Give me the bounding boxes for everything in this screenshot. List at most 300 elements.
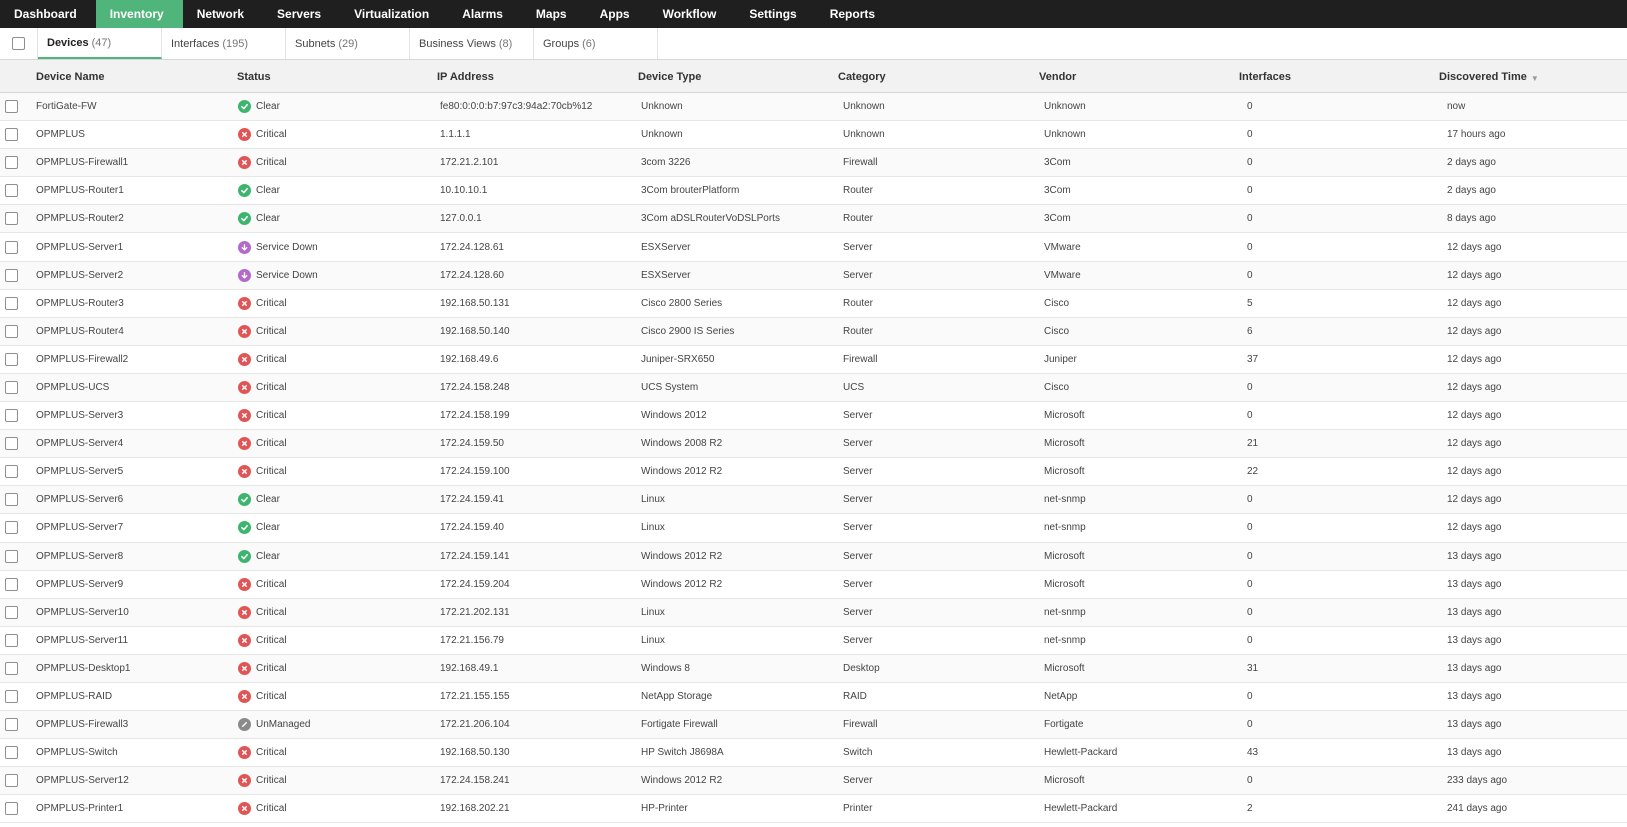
interfaces-text: 0: [1247, 578, 1253, 590]
device-type-text: Cisco 2800 Series: [641, 297, 723, 309]
row-checkbox[interactable]: [5, 802, 18, 815]
cell-vendor: [1044, 121, 1086, 148]
cell-device-name[interactable]: [36, 739, 118, 766]
table-row[interactable]: [0, 177, 1627, 205]
discovered-time-text: 12 days ago: [1447, 325, 1502, 337]
ip-address-text: 192.168.50.130: [440, 747, 510, 759]
device-name-text: OPMPLUS-Server6: [36, 494, 124, 506]
column-header-label: Vendor: [1039, 70, 1077, 83]
cell-vendor: [1044, 177, 1071, 204]
cell-device-type: [641, 627, 665, 654]
row-checkbox[interactable]: [5, 297, 18, 310]
status-text: Service Down: [256, 241, 318, 253]
tab-business-views[interactable]: [410, 28, 534, 59]
status-text: Critical: [256, 438, 287, 450]
cell-discovered-time: [1447, 402, 1502, 429]
cell-vendor: [1044, 262, 1081, 289]
column-header-label: IP Address: [437, 70, 494, 83]
cell-device-name[interactable]: [36, 149, 128, 176]
row-checkbox[interactable]: [5, 381, 18, 394]
vendor-text: net-snmp: [1044, 606, 1086, 618]
discovered-time-text: 12 days ago: [1447, 241, 1502, 253]
device-type-text: Unknown: [641, 129, 683, 141]
cell-device-name[interactable]: [36, 177, 124, 204]
table-row[interactable]: [0, 149, 1627, 177]
row-checkbox[interactable]: [5, 550, 18, 563]
cell-device-type: [641, 177, 739, 204]
nav-item-network[interactable]: Network: [196, 7, 245, 21]
device-type-text: Linux: [641, 522, 665, 534]
cell-status: [238, 374, 287, 401]
cell-vendor: [1044, 655, 1085, 682]
table-row[interactable]: [0, 739, 1627, 767]
cell-device-name[interactable]: [36, 346, 128, 373]
column-header-label: Discovered Time: [1439, 70, 1527, 83]
cell-category: [843, 149, 877, 176]
cell-category: [843, 402, 872, 429]
cell-device-name[interactable]: [36, 121, 85, 148]
cell-interfaces: [1247, 402, 1253, 429]
row-checkbox-cell: [5, 458, 18, 485]
nav-item-maps[interactable]: Maps: [535, 7, 567, 21]
device-type-text: Unknown: [641, 101, 683, 113]
table-row[interactable]: [0, 318, 1627, 346]
cell-status: [238, 683, 287, 710]
device-type-text: Cisco 2900 IS Series: [641, 325, 735, 337]
cell-category: [843, 514, 872, 541]
cell-device-type: [641, 318, 734, 345]
table-row[interactable]: [0, 795, 1627, 823]
cell-device-name[interactable]: [36, 514, 123, 541]
cell-category: [843, 683, 867, 710]
cell-status: [238, 93, 280, 120]
device-name-text: OPMPLUS-Server3: [36, 410, 124, 422]
discovered-time-text: 13 days ago: [1447, 719, 1502, 731]
cell-vendor: [1044, 149, 1071, 176]
device-type-text: 3Com aDSLRouterVoDSLPorts: [641, 213, 780, 225]
cell-interfaces: [1247, 318, 1253, 345]
category-text: Router: [843, 185, 874, 197]
interfaces-text: 0: [1247, 410, 1253, 422]
row-checkbox[interactable]: [5, 465, 18, 478]
column-header-ip-address[interactable]: [437, 60, 494, 93]
nav-item-servers[interactable]: Servers: [277, 7, 322, 21]
table-row[interactable]: [0, 655, 1627, 683]
cell-vendor: [1044, 205, 1071, 232]
discovered-time-text: 13 days ago: [1447, 747, 1502, 759]
status-text: Critical: [256, 129, 287, 141]
row-checkbox[interactable]: [5, 521, 18, 534]
cell-device-name[interactable]: [36, 571, 123, 598]
device-name-text: OPMPLUS-Server5: [36, 466, 124, 478]
category-text: Desktop: [843, 662, 880, 674]
cell-discovered-time: [1447, 543, 1502, 570]
cell-category: [843, 599, 872, 626]
cell-device-type: [641, 430, 722, 457]
cell-device-name[interactable]: [36, 795, 123, 822]
column-header-label: Device Name: [36, 70, 105, 83]
cell-discovered-time: [1447, 430, 1502, 457]
row-checkbox-cell: [5, 599, 18, 626]
nav-item-inventory[interactable]: Inventory: [96, 0, 183, 28]
x-circle-icon: [238, 353, 251, 366]
cell-discovered-time: [1447, 514, 1502, 541]
device-type-text: HP-Printer: [641, 803, 688, 815]
nav-item-alarms[interactable]: Alarms: [462, 7, 503, 21]
device-name-text: OPMPLUS-Server9: [36, 578, 124, 590]
interfaces-text: 0: [1247, 157, 1253, 169]
row-checkbox-cell: [5, 655, 18, 682]
interfaces-text: 0: [1247, 691, 1253, 703]
table-row[interactable]: [0, 599, 1627, 627]
row-checkbox[interactable]: [5, 241, 18, 254]
table-row[interactable]: [0, 627, 1627, 655]
table-row[interactable]: [0, 346, 1627, 374]
tab-label: Interfaces: [171, 37, 220, 50]
row-checkbox[interactable]: [5, 746, 18, 759]
discovered-time-text: 2 days ago: [1447, 185, 1496, 197]
cell-discovered-time: [1447, 627, 1502, 654]
table-row[interactable]: [0, 571, 1627, 599]
cell-vendor: [1044, 543, 1085, 570]
cell-device-name[interactable]: [36, 93, 97, 120]
cell-status: [238, 402, 287, 429]
row-checkbox[interactable]: [5, 156, 18, 169]
cell-interfaces: [1247, 93, 1253, 120]
table-row[interactable]: [0, 93, 1627, 121]
column-header-label: Interfaces: [1239, 70, 1291, 83]
cell-device-name[interactable]: [36, 599, 129, 626]
table-row[interactable]: [0, 262, 1627, 290]
cell-discovered-time: [1447, 486, 1502, 513]
device-type-text: Windows 2012 R2: [641, 466, 723, 478]
row-checkbox[interactable]: [5, 634, 18, 647]
device-type-text: NetApp Storage: [641, 691, 713, 703]
row-checkbox-cell: [5, 486, 18, 513]
vendor-text: Microsoft: [1044, 410, 1085, 422]
table-row[interactable]: [0, 767, 1627, 795]
cell-ip-address: [440, 346, 498, 373]
interfaces-text: 0: [1247, 550, 1253, 562]
sort-desc-icon[interactable]: ▼: [1530, 74, 1539, 83]
cell-status: [238, 458, 287, 485]
table-row[interactable]: [0, 430, 1627, 458]
category-text: Printer: [843, 803, 873, 815]
device-name-text: OPMPLUS-Router2: [36, 213, 124, 225]
interfaces-text: 0: [1247, 213, 1253, 225]
cell-device-name[interactable]: [36, 205, 124, 232]
table-row[interactable]: [0, 205, 1627, 233]
cell-device-type: [641, 290, 722, 317]
status-text: Critical: [256, 775, 287, 787]
device-type-text: Linux: [641, 634, 665, 646]
category-text: Server: [843, 606, 873, 618]
tab-label: Groups: [543, 37, 580, 50]
cell-device-name[interactable]: [36, 543, 123, 570]
cell-interfaces: [1247, 205, 1253, 232]
cell-ip-address: [440, 571, 510, 598]
row-checkbox-cell: [5, 430, 18, 457]
cell-device-type: [641, 374, 698, 401]
status-text: Critical: [256, 691, 287, 703]
status-text: Critical: [256, 747, 287, 759]
vendor-text: Unknown: [1044, 129, 1086, 141]
cell-ip-address: [440, 486, 504, 513]
device-name-text: OPMPLUS-Router1: [36, 185, 124, 197]
nav-item-reports[interactable]: Reports: [829, 7, 876, 21]
row-checkbox[interactable]: [5, 606, 18, 619]
cell-discovered-time: [1447, 93, 1465, 120]
cell-device-name[interactable]: [36, 655, 130, 682]
cell-status: [238, 739, 287, 766]
x-circle-icon: [238, 606, 251, 619]
cell-category: [843, 121, 885, 148]
discovered-time-text: 241 days ago: [1447, 803, 1508, 815]
vendor-text: Fortigate: [1044, 719, 1084, 731]
column-header-interfaces[interactable]: [1239, 60, 1291, 93]
interfaces-text: 0: [1247, 634, 1253, 646]
status-text: Clear: [256, 213, 280, 225]
status-text: Critical: [256, 157, 287, 169]
x-circle-icon: [238, 381, 251, 394]
interfaces-text: 37: [1247, 353, 1259, 365]
table-row[interactable]: [0, 514, 1627, 542]
tab-interfaces[interactable]: [162, 28, 286, 59]
discovered-time-text: 12 days ago: [1447, 381, 1502, 393]
cell-device-type: [641, 711, 718, 738]
cell-category: [843, 93, 885, 120]
row-checkbox[interactable]: [5, 269, 18, 282]
category-text: Server: [843, 466, 873, 478]
cell-device-name[interactable]: [36, 430, 123, 457]
vendor-text: Hewlett-Packard: [1044, 747, 1118, 759]
table-row[interactable]: [0, 458, 1627, 486]
cell-device-name[interactable]: [36, 374, 109, 401]
cell-category: [843, 177, 873, 204]
cell-device-type: [641, 93, 683, 120]
cell-discovered-time: [1447, 571, 1502, 598]
cell-category: [843, 233, 872, 260]
cell-device-name[interactable]: [36, 627, 128, 654]
vendor-text: 3Com: [1044, 213, 1071, 225]
ip-address-text: 172.24.128.60: [440, 269, 504, 281]
cell-device-type: [641, 262, 690, 289]
vendor-text: Hewlett-Packard: [1044, 803, 1118, 815]
nav-item-settings[interactable]: Settings: [749, 7, 797, 21]
tab-label: Business Views: [419, 37, 496, 50]
device-name-text: OPMPLUS-Server10: [36, 606, 129, 618]
interfaces-text: 0: [1247, 241, 1253, 253]
ip-address-text: 172.21.155.155: [440, 691, 510, 703]
cell-device-type: [641, 346, 714, 373]
select-all-checkbox[interactable]: [12, 37, 25, 50]
cell-status: [238, 627, 287, 654]
cell-device-name[interactable]: [36, 767, 129, 794]
vendor-text: Unknown: [1044, 101, 1086, 113]
category-text: Router: [843, 213, 874, 225]
cell-category: [843, 627, 872, 654]
cell-device-name[interactable]: [36, 711, 128, 738]
row-checkbox[interactable]: [5, 690, 18, 703]
cell-discovered-time: [1447, 711, 1502, 738]
device-type-text: ESXServer: [641, 241, 691, 253]
tab-count: (6): [582, 37, 596, 50]
column-header-category[interactable]: [838, 60, 886, 93]
table-row[interactable]: [0, 486, 1627, 514]
nav-item-apps[interactable]: Apps: [599, 7, 630, 21]
column-header-discovered-time[interactable]: [1439, 60, 1539, 93]
check-circle-icon: [238, 550, 251, 563]
cell-status: [238, 514, 280, 541]
cell-discovered-time: [1447, 655, 1502, 682]
device-type-text: Windows 2008 R2: [641, 438, 723, 450]
cell-device-type: [641, 486, 665, 513]
cell-ip-address: [440, 458, 510, 485]
cell-ip-address: [440, 683, 510, 710]
row-checkbox[interactable]: [5, 212, 18, 225]
device-name-text: OPMPLUS-Server8: [36, 550, 124, 562]
category-text: RAID: [843, 691, 867, 703]
row-checkbox[interactable]: [5, 184, 18, 197]
tab-subnets[interactable]: [286, 28, 410, 59]
cell-interfaces: [1247, 683, 1253, 710]
cell-device-name[interactable]: [36, 458, 123, 485]
row-checkbox[interactable]: [5, 353, 18, 366]
row-checkbox-cell: [5, 177, 18, 204]
column-header-vendor[interactable]: [1039, 60, 1076, 93]
table-row[interactable]: [0, 121, 1627, 149]
cell-ip-address: [440, 767, 510, 794]
ip-address-text: 172.24.158.241: [440, 775, 510, 787]
cell-status: [238, 543, 280, 570]
category-text: Unknown: [843, 129, 885, 141]
status-text: Clear: [256, 101, 280, 113]
category-text: Server: [843, 775, 873, 787]
device-name-text: OPMPLUS-Router4: [36, 325, 124, 337]
device-type-text: Windows 2012 R2: [641, 550, 723, 562]
x-circle-icon: [238, 465, 251, 478]
column-header-label: Category: [838, 70, 886, 83]
row-checkbox[interactable]: [5, 437, 18, 450]
cell-discovered-time: [1447, 599, 1502, 626]
nav-item-workflow[interactable]: Workflow: [662, 7, 717, 21]
cell-device-name[interactable]: [36, 486, 123, 513]
row-checkbox-cell: [5, 318, 18, 345]
row-checkbox-cell: [5, 149, 18, 176]
cell-discovered-time: [1447, 683, 1502, 710]
cell-vendor: [1044, 795, 1117, 822]
cell-vendor: [1044, 233, 1081, 260]
cell-interfaces: [1247, 486, 1253, 513]
cell-status: [238, 318, 287, 345]
column-header-device-name[interactable]: [36, 60, 105, 93]
table-row[interactable]: [0, 402, 1627, 430]
ip-address-text: 172.24.159.204: [440, 578, 510, 590]
cell-ip-address: [440, 177, 487, 204]
cell-vendor: [1044, 93, 1086, 120]
tab-groups[interactable]: [534, 28, 658, 59]
cell-vendor: [1044, 346, 1077, 373]
column-header-status[interactable]: [237, 60, 271, 93]
discovered-time-text: 13 days ago: [1447, 550, 1502, 562]
interfaces-text: 0: [1247, 101, 1253, 113]
row-checkbox[interactable]: [5, 100, 18, 113]
device-type-text: Linux: [641, 494, 665, 506]
device-name-text: OPMPLUS-Router3: [36, 297, 124, 309]
table-row[interactable]: [0, 683, 1627, 711]
cell-device-name[interactable]: [36, 290, 124, 317]
cell-interfaces: [1247, 543, 1253, 570]
nav-item-virtualization[interactable]: Virtualization: [354, 7, 430, 21]
nav-item-dashboard[interactable]: Dashboard: [14, 7, 77, 21]
category-text: Server: [843, 269, 873, 281]
cell-interfaces: [1247, 739, 1258, 766]
row-checkbox[interactable]: [5, 774, 18, 787]
cell-category: [843, 374, 864, 401]
status-text: Critical: [256, 381, 287, 393]
cell-status: [238, 486, 280, 513]
cell-device-name[interactable]: [36, 402, 123, 429]
cell-device-name[interactable]: [36, 318, 124, 345]
cell-ip-address: [440, 655, 498, 682]
ip-address-text: 192.168.49.6: [440, 353, 499, 365]
status-text: Critical: [256, 803, 287, 815]
cell-vendor: [1044, 486, 1086, 513]
vendor-text: VMware: [1044, 269, 1081, 281]
row-checkbox-cell: [5, 233, 18, 260]
table-row[interactable]: [0, 233, 1627, 261]
x-circle-icon: [238, 634, 251, 647]
cell-category: [843, 795, 872, 822]
row-checkbox[interactable]: [5, 325, 18, 338]
x-circle-icon: [238, 437, 251, 450]
device-name-text: OPMPLUS-Firewall3: [36, 719, 129, 731]
cell-category: [843, 290, 873, 317]
row-checkbox[interactable]: [5, 718, 18, 731]
ip-address-text: 192.168.49.1: [440, 662, 499, 674]
tab-devices[interactable]: [38, 28, 162, 59]
status-text: Critical: [256, 297, 287, 309]
ip-address-text: 172.24.158.199: [440, 410, 510, 422]
device-name-text: OPMPLUS-RAID: [36, 691, 113, 703]
row-checkbox[interactable]: [5, 578, 18, 591]
x-circle-icon: [238, 662, 251, 675]
discovered-time-text: 13 days ago: [1447, 691, 1502, 703]
vendor-text: Cisco: [1044, 297, 1070, 309]
ip-address-text: 192.168.50.140: [440, 325, 510, 337]
cell-device-type: [641, 149, 690, 176]
x-circle-icon: [238, 802, 251, 815]
table-row[interactable]: [0, 290, 1627, 318]
cell-status: [238, 262, 318, 289]
row-checkbox[interactable]: [5, 493, 18, 506]
category-text: Server: [843, 522, 873, 534]
table-row[interactable]: [0, 543, 1627, 571]
row-checkbox[interactable]: [5, 409, 18, 422]
vendor-text: Microsoft: [1044, 550, 1085, 562]
cell-device-name[interactable]: [36, 233, 123, 260]
cell-category: [843, 346, 877, 373]
row-checkbox[interactable]: [5, 662, 18, 675]
cell-device-name[interactable]: [36, 262, 123, 289]
device-type-text: Windows 2012: [641, 410, 707, 422]
category-text: Server: [843, 494, 873, 506]
table-row[interactable]: [0, 711, 1627, 739]
row-checkbox[interactable]: [5, 128, 18, 141]
table-row[interactable]: [0, 374, 1627, 402]
column-header-device-type[interactable]: [638, 60, 701, 93]
cell-device-name[interactable]: [36, 683, 112, 710]
